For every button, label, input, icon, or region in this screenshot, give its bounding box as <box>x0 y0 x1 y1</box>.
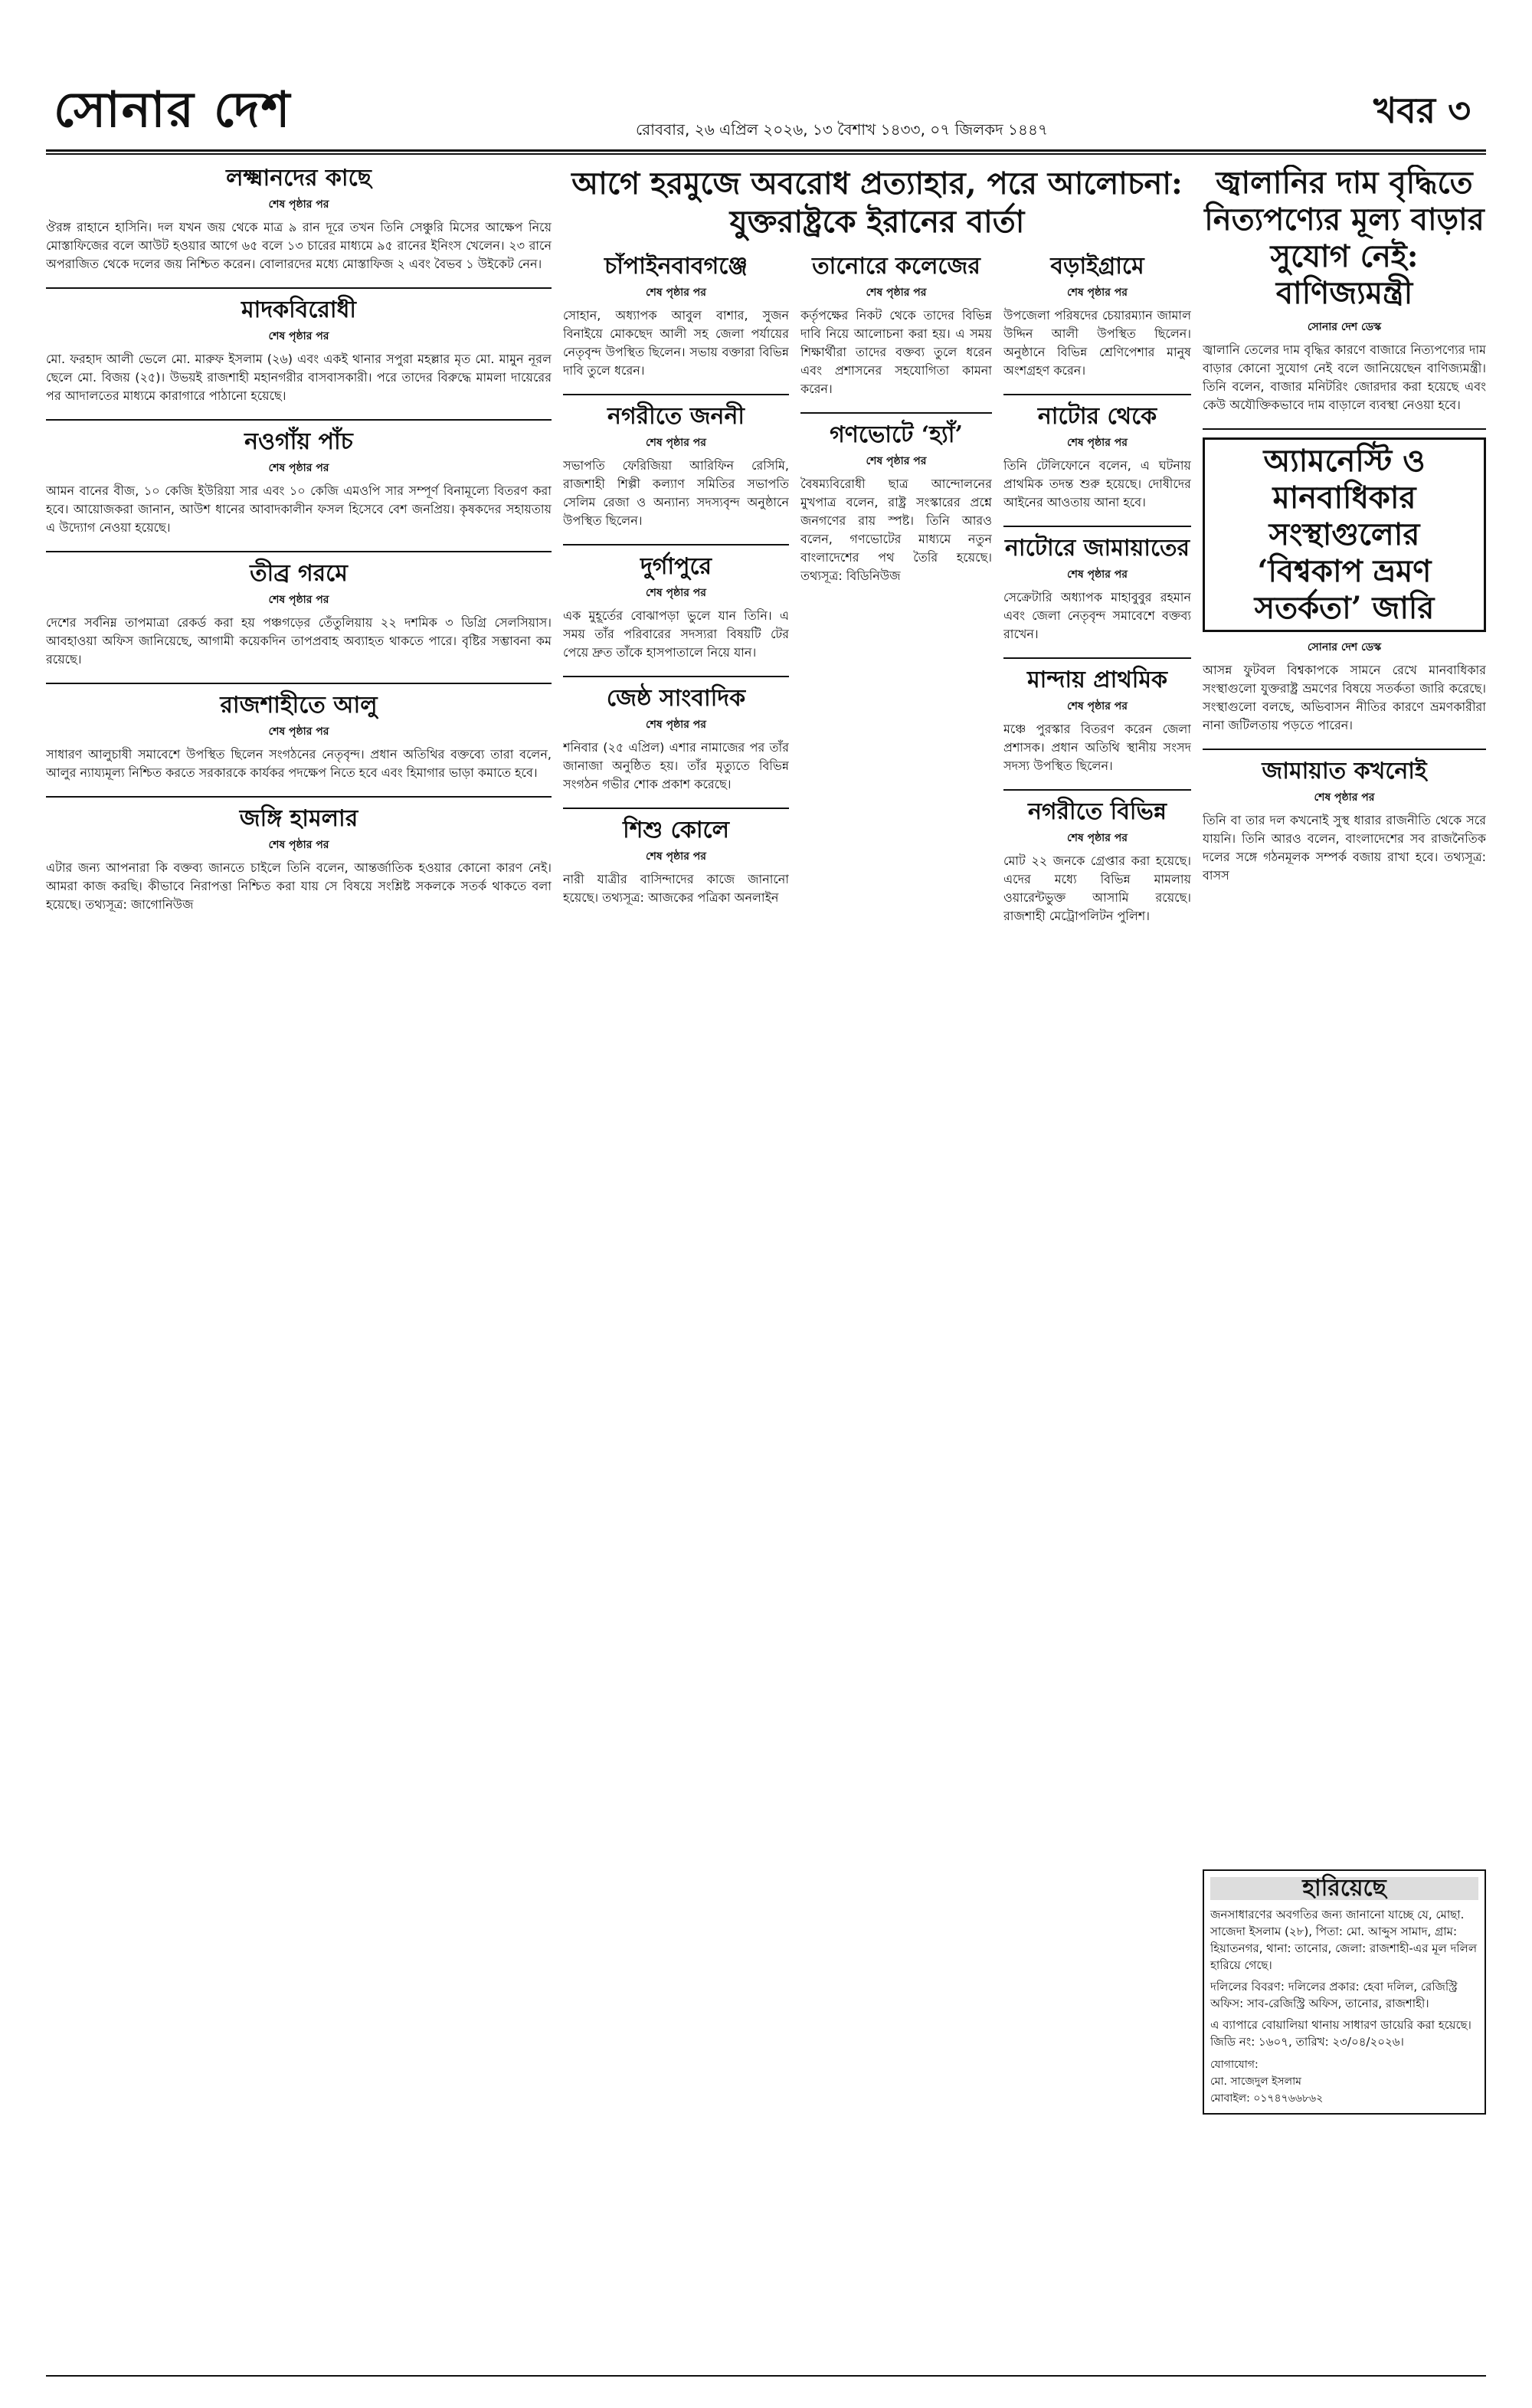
story-continued: শেষ পৃষ্ঠার পর <box>268 198 329 211</box>
story <box>563 817 789 907</box>
story <box>46 428 552 537</box>
contact-block <box>1210 2056 1478 2107</box>
divider <box>563 544 789 545</box>
column-4 <box>1003 253 1191 939</box>
lost-note: এ ব্যাপারে বোয়ালিয়া থানায় সাধারণ ডায়েরি করা হয়েছে। জিডি নং: ১৬০৭, তারিখ: ২৩/০৪/২০২৬। <box>1210 2018 1471 2049</box>
story-body: কর্তৃপক্ষের নিকট থেকে তাদের বিভিন্ন দাবি নিয়ে আলোচনা করা হয়। এ সময় শিক্ষার্থীরা তাদের বক্তব্য তুলে ধরেন এবং প্রশাসনের সহযোগিতা কামনা করেন। <box>800 308 992 396</box>
story <box>46 560 552 669</box>
story <box>1003 667 1191 775</box>
story-body: এক মুহূর্তের বোঝাপড়া ভুলে যান তিনি। এ সময় তাঁর পরিবারের সদস্যরা বিষয়টি টের পেয়ে দ্রুত তাঁকে হাসপাতালে নিয়ে যান। <box>563 608 789 660</box>
column-1 <box>46 165 552 928</box>
divider <box>46 796 552 798</box>
boxed-headline: অ্যামনেস্টি ও মানবাধিকার সংস্থাগুলোর ‘বিশ্বকাপ ভ্রমণ সতর্কতা’ জারি <box>1203 437 1486 632</box>
story-headline: জঙ্গি হামলার <box>239 805 358 832</box>
story-body: তিনি বা তার দল কখনোই সুস্থ ধারার রাজনীতি থেকে সরে যায়নি। তিনি আরও বলেন, বাংলাদেশের সব রাজনৈতিক দলের সঙ্গে গঠনমূলক সম্পর্ক বজায় রাখা হবে। তথ্যসূত্র: বাসস <box>1203 813 1486 883</box>
divider <box>1003 394 1191 395</box>
story-body: নারী যাত্রীর বাসিন্দাদের কাজে জানানো হয়েছে। তথ্যসূত্র: আজকের পত্রিকা অনলাইন <box>563 872 789 905</box>
column-2 <box>563 253 789 921</box>
story <box>800 421 992 585</box>
story-headline: শিশু কোলে <box>623 817 729 844</box>
divider <box>46 551 552 552</box>
story <box>1203 437 1486 735</box>
divider <box>563 808 789 809</box>
story-continued: শেষ পৃষ্ঠার পর <box>1066 287 1128 299</box>
story-headline: জেষ্ঠ সাংবাদিক <box>606 685 746 712</box>
story <box>1003 535 1191 644</box>
story-headline: দুর্গাপুরে <box>640 553 712 580</box>
story <box>563 685 789 794</box>
divider <box>1003 526 1191 527</box>
divider <box>1003 789 1191 791</box>
masthead-dateline: রোববার, ২৬ এপ্রিল ২০২৬, ১৩ বৈশাখ ১৪৩৩, ০৭ জিলকদ ১৪৪৭ <box>636 120 1048 139</box>
lost-title: হারিয়েছে <box>1210 1877 1478 1900</box>
story-headline: নওগাঁয় পাঁচ <box>244 428 353 455</box>
story-headline: মাদকবিরোধী <box>241 296 357 323</box>
story <box>563 253 789 380</box>
story-body: জ্বালানি তেলের দাম বৃদ্ধির কারণে বাজারে নিত্যপণ্যের দাম বাড়ার কোনো সুযোগ নেই বলে জানিয়েছেন বাণিজ্যমন্ত্রী। তিনি বলেন, বাজার মনিটরিং জোরদার করা হয়েছে এবং কেউ অযৌক্তিকভাবে দাম বাড়ালে ব্যবস্থা নেওয়া হবে। <box>1203 342 1486 412</box>
story <box>1003 253 1191 380</box>
story-headline: জামায়াত কখনোই <box>1262 758 1427 785</box>
story-headline: নাটোরে জামায়াতের <box>1004 535 1190 562</box>
lost-body: জনসাধারণের অবগতির জন্য জানানো যাচ্ছে যে, মোছা. সাজেদা ইসলাম (২৮), পিতা: মো. আব্দুস সামাদ, গ্রাম: হিয়াতনগর, থানা: তানোর, জেলা: রাজশাহী-এর মূল দলিল হারিয়ে গেছে। <box>1210 1908 1478 1972</box>
story <box>46 165 552 274</box>
story <box>1003 403 1191 512</box>
story-continued: শেষ পৃষ্ঠার পর <box>866 455 927 467</box>
divider <box>563 394 789 395</box>
story-body: মোট ২২ জনকে গ্রেপ্তার করা হয়েছে। এদের মধ্যে বিভিন্ন মামলায় ওয়ারেন্টভুক্ত আসামি রয়েছে। রাজশাহী মেট্রোপলিটন পুলিশ। <box>1003 853 1191 923</box>
story-headline: লক্ষ্মানদের কাছে <box>226 165 372 192</box>
story-body: তিনি টেলিফোনে বলেন, এ ঘটনায় প্রাথমিক তদন্ত শুরু হয়েছে। দোষীদের আইনের আওতায় আনা হবে। <box>1003 458 1191 509</box>
column-5 <box>1203 165 1486 1850</box>
story <box>1203 165 1486 414</box>
story-continued: শেষ পৃষ্ঠার পর <box>1066 700 1128 713</box>
story-continued: শেষ পৃষ্ঠার পর <box>268 839 329 851</box>
story-continued: শেষ পৃষ্ঠার পর <box>645 287 707 299</box>
story-byline: সোনার দেশ ডেস্ক <box>1307 321 1382 333</box>
story-continued: শেষ পৃষ্ঠার পর <box>645 587 707 599</box>
story-body: বৈষম্যবিরোধী ছাত্র আন্দোলনের মুখপাত্র বলেন, রাষ্ট্র সংস্কারের প্রশ্নে জনগণের রায় স্পষ্ট। তিনি আরও বলেন, গণভোটের মাধ্যমে নতুন বাংলাদেশের পথ তৈরি হয়েছে। তথ্যসূত্র: বিডিনিউজ <box>800 477 992 583</box>
story-body: উপজেলা পরিষদের চেয়ারম্যান জামাল উদ্দিন আলী উপস্থিত ছিলেন। অনুষ্ঠানে বিভিন্ন শ্রেণিপেশার মানুষ অংশগ্রহণ করেন। <box>1003 308 1191 378</box>
divider <box>1203 428 1486 430</box>
story-continued: শেষ পৃষ্ঠার পর <box>268 330 329 342</box>
story-headline: গণভোটে ‘হ্যাঁ’ <box>830 421 963 448</box>
story-body: সাধারণ আলুচাষী সমাবেশে উপস্থিত ছিলেন সংগঠনের নেতৃবৃন্দ। প্রধান অতিথির বক্তব্যে তারা বলেন, আলুর ন্যায্যমূল্য নিশ্চিত করতে সরকারকে কার্যকর পদক্ষেপ নিতে হবে এবং হিমাগার ভাড়া কমাতে হবে। <box>46 747 552 780</box>
story-headline: মান্দায় প্রাথমিক <box>1027 667 1167 693</box>
story-headline: চাঁপাইনবাবগঞ্জে <box>604 253 748 280</box>
masthead-logo: সোনার দেশ <box>54 81 292 139</box>
story-headline: তানোরে কলেজের <box>812 253 980 280</box>
masthead <box>46 73 1486 152</box>
story <box>1003 798 1191 926</box>
divider <box>46 419 552 421</box>
contact-name: মো. সাজেদুল ইসলাম <box>1210 2075 1301 2088</box>
story-headline: রাজশাহীতে আলু <box>220 692 378 719</box>
divider <box>1003 657 1191 659</box>
story-continued: শেষ পৃষ্ঠার পর <box>866 287 927 299</box>
story <box>563 403 789 530</box>
lost-details: দলিলের বিবরণ: দলিলের প্রকার: হেবা দলিল, রেজিস্ট্রি অফিস: সাব-রেজিস্ট্রি অফিস, তানোর, রাজশাহী। <box>1210 1980 1458 2010</box>
story-continued: শেষ পৃষ্ঠার পর <box>1066 437 1128 449</box>
story-continued: শেষ পৃষ্ঠার পর <box>645 850 707 863</box>
story-continued: শেষ পৃষ্ঠার পর <box>268 726 329 738</box>
story-headline: নগরীতে জননী <box>607 403 745 430</box>
story-body: সোহান, অধ্যাপক আবুল বাশার, সুজন বিনাইয়ে মোকছেদ আলী সহ জেলা পর্যায়ের নেতৃবৃন্দ উপস্থিত ছিলেন। সভায় বক্তারা বিভিন্ন দাবি তুলে ধরেন। <box>563 308 789 378</box>
story-headline: বড়াইগ্রামে <box>1050 253 1144 280</box>
story-continued: শেষ পৃষ্ঠার পর <box>645 437 707 449</box>
story <box>46 805 552 914</box>
divider <box>46 683 552 684</box>
story-headline <box>1203 437 1486 632</box>
divider <box>800 412 992 414</box>
divider <box>1203 749 1486 750</box>
divider <box>563 676 789 677</box>
story-body: আসন্ন ফুটবল বিশ্বকাপকে সামনে রেখে মানবাধিকার সংস্থাগুলো যুক্তরাষ্ট্র ভ্রমণের বিষয়ে সতর্কতা জারি করেছে। সংস্থাগুলো বলছে, অভিবাসন নীতির কারণে ভ্রমণকারীরা নানা জটিলতায় পড়তে পারেন। <box>1203 663 1486 732</box>
story-continued: শেষ পৃষ্ঠার পর <box>645 719 707 731</box>
story <box>46 296 552 405</box>
story-continued: শেষ পৃষ্ঠার পর <box>1314 791 1375 804</box>
story-headline: জ্বালানির দাম বৃদ্ধিতে নিত্যপণ্যের মূল্য বাড়ার সুযোগ নেই: বাণিজ্যমন্ত্রী <box>1204 165 1485 311</box>
section-name: খবর ৩ <box>1373 90 1471 131</box>
footer-rule <box>46 2375 1486 2377</box>
story <box>46 692 552 782</box>
story-body: আমন বানের বীজ, ১০ কেজি ইউরিয়া সার এবং ১০ কেজি এমওপি সার সম্পূর্ণ বিনামূল্যে বিতরণ করা হবে। আয়োজকরা জানান, আউশ ধানের আবাদকালীন ফসল হিসেবে বেশ জনপ্রিয়। কৃষকদের সহায়তায় এ উদ্যোগ নেওয়া হয়েছে। <box>46 483 552 535</box>
story-continued: শেষ পৃষ্ঠার পর <box>268 594 329 606</box>
contact-label: যোগাযোগ: <box>1210 2059 1259 2071</box>
story-body: দেশের সর্বনিম্ন তাপমাত্রা রেকর্ড করা হয় পঞ্চগড়ের তেঁতুলিয়ায় ২২ দশমিক ৩ ডিগ্রি সেলসিয়াস। আবহাওয়া অফিস জানিয়েছে, আগামী কয়েকদিন তাপপ্রবাহ অব্যাহত থাকতে পারে। বৃষ্টির সম্ভাবনা কম রয়েছে। <box>46 615 552 667</box>
story-byline: সোনার দেশ ডেস্ক <box>1307 641 1382 654</box>
story-body: এটার জন্য আপনারা কি বক্তব্য জানতে চাইলে তিনি বলেন, আন্তর্জাতিক হওয়ার কোনো কারণ নেই। আমরা কাজ করছি। কীভাবে নিরাপত্তা নিশ্চিত করা যায় সে বিষয়ে সংশ্লিষ্ট সকলকে সতর্ক থাকতে বলা হয়েছে। তথ্যসূত্র: জাগোনিউজ <box>46 860 552 912</box>
divider <box>46 287 552 289</box>
contact-phone: মোবাইল: ০১৭৪৭৬৬৮৬২ <box>1210 2092 1324 2105</box>
story-body: সভাপতি ফেরিজিয়া আরিফিন রেসিমি, রাজশাহী শিল্পী কল্যাণ সমিতির সভাপতি সেলিম রেজা ও অন্যান্য সদস্যবৃন্দ অনুষ্ঠানে উপস্থিত ছিলেন। <box>563 458 789 528</box>
story-headline: নাটোর থেকে <box>1037 403 1157 430</box>
story-headline: নগরীতে বিভিন্ন <box>1027 798 1167 825</box>
story-headline: তীব্র গরমে <box>250 560 348 587</box>
story-body: শনিবার (২৫ এপ্রিল) এশার নামাজের পর তাঁর জানাজা অনুষ্ঠিত হয়। তাঁর মৃত্যুতে বিভিন্ন সংগঠন গভীর শোক প্রকাশ করেছে। <box>563 740 789 791</box>
story-body: ঔরঙ্গ রাহানে হাসিনি। দল যখন জয় থেকে মাত্র ৯ রান দূরে তখন তিনি সেঞ্চুরি মিসের আক্ষেপ নিয়ে মোস্তাফিজের বলে আউট হওয়ার আগে ৬৫ বলে ১৩ চারের মাধ্যমে ৯৫ রানের ইনিংস খেলেন। ২৩ রানে অপরাজিত থেকে দলের জয় নিশ্চিত করেন। বোলারদের মধ্যে মোস্তাফিজ ২ এবং বৈভব ১ উইকেট নেন। <box>46 220 552 271</box>
story-continued: শেষ পৃষ্ঠার পর <box>1066 568 1128 581</box>
lead-headline: আগে হরমুজে অবরোধ প্রত্যাহার, পরে আলোচনা: যুক্তরাষ্ট্রকে ইরানের বার্তা <box>571 165 1183 240</box>
story-continued: শেষ পৃষ্ঠার পর <box>1066 832 1128 844</box>
lost-notice <box>1203 1869 1486 2115</box>
story-continued: শেষ পৃষ্ঠার পর <box>268 462 329 474</box>
column-3 <box>800 253 992 599</box>
story <box>800 253 992 398</box>
story-body: মো. ফরহাদ আলী ভেলে মো. মারুফ ইসলাম (২৬) এবং একই থানার সপুরা মহল্লার মৃত মো. মামুন নূরল ছেলে মো. বিজয় (২৫)। উভয়ই রাজশাহী মহানগরীর বাসবাসকারী। পরে তাদের বিরুদ্ধে মামলা দায়েরের পর আদালতের মাধ্যমে কারাগারে পাঠানো হয়েছে। <box>46 352 552 403</box>
story <box>1203 758 1486 885</box>
story-body: সেক্রেটারি অধ্যাপক মাহাবুবুর রহমান এবং জেলা নেতৃবৃন্দ সমাবেশে বক্তব্য রাখেন। <box>1003 590 1191 641</box>
story <box>563 553 789 662</box>
header-rule <box>46 153 1486 155</box>
story-body: মঞ্চে পুরস্কার বিতরণ করেন জেলা প্রশাসক। প্রধান অতিথি স্থানীয় সংসদ সদস্য উপস্থিত ছিলেন। <box>1003 722 1191 773</box>
